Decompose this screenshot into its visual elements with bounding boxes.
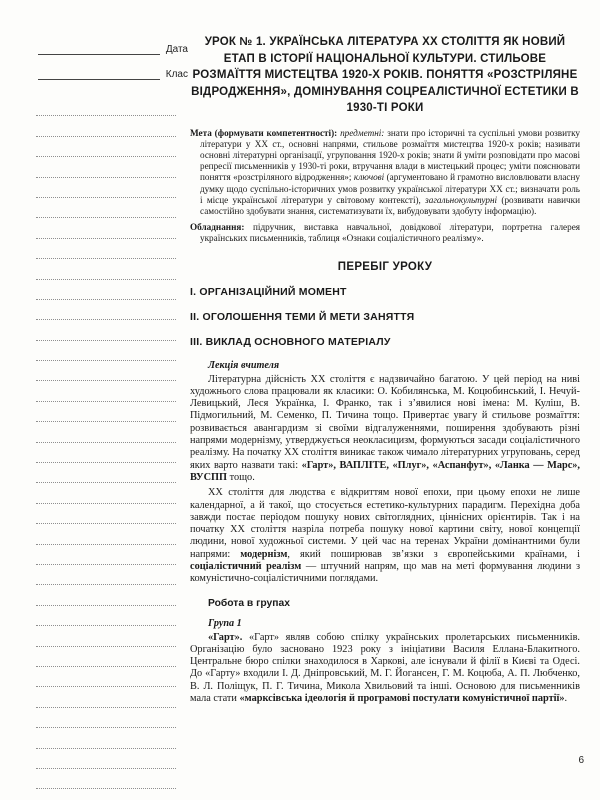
section-1-heading: І. ОРГАНІЗАЦІЙНИЙ МОМЕНТ	[190, 285, 347, 298]
p1-text: Літературна дійсність XX століття є надзвичайно багатою. У цей період на ниві художнього слова працювали як класики: О. Кобилянська, М. Коцюбинський, І. Нечуй-Левицький, Леся Українка, І. Франко, так і з’явилися нові імена: М. Куліш, В. Підмогильний, М. Семенко, П. Тичина тощо. Привертає увагу й стильове розмаїття: розвивається авангардизм зі своїми відгалуженнями, поширення здобувають різні напрями модернізму, утверджується неокласицизм, формуються засади соціалістичного реалізму. На початку XX століття виникає також чимало літературних угруповань, серед яких варто назвати такі:	[190, 373, 580, 471]
main-text-column	[190, 34, 580, 705]
margin-note-line	[36, 626, 176, 646]
margin-note-line	[36, 504, 176, 524]
write-in-fields	[38, 44, 188, 94]
p2-tail: — штучний напрям, що мав на меті формування людини з комуністично-соціалістичними поглядами.	[190, 560, 581, 585]
p3-text: «Гарт» являв собою спілку українських пролетарських письменників. Організацію було засновано 1923 року з ініціативи Василя Еллана-Блакитного. Центральне бюро спілки знаходилося в Харкові, але існували й філії в Києві та Одесі. До «Гарту» входили І. Д. Дніпровський, М. Г. Йогансен, Г. М. Коцюба, А. П. Любченко, В. Л. Поліщук, П. Г. Тичина, Микола Хвильовий та інші. Основою для письменників мала стати	[190, 631, 580, 705]
lesson-title: УРОК № 1. УКРАЇНСЬКА ЛІТЕРАТУРА XX СТОЛІТТЯ ЯК НОВИЙ ЕТАП В ІСТОРІЇ НАЦІОНАЛЬНОЇ КУЛЬТУРИ. СТИЛЬОВЕ РОЗМАЇТТЯ МИСТЕЦТВА 1920-Х РОКІВ. ПОНЯТТЯ «РОЗСТРІЛЯНЕ ВІДРОДЖЕННЯ», ДОМІНУВАННЯ СОЦРЕАЛІСТИЧНОЇ ЕСТЕТИКИ В 1930-ТІ РОКИ	[191, 36, 579, 114]
meta-label: Мета (формувати компетентності):	[190, 127, 338, 138]
p1-tail: тощо.	[227, 471, 255, 483]
p3-quote: «марксівська ідеологія й програмові постулати комуністичної партії»	[239, 693, 565, 705]
margin-note-line	[36, 769, 176, 789]
meta-zahalno-label: загальнокультурні	[425, 194, 498, 205]
margin-note-line	[36, 728, 176, 748]
meta-predmetni-text: знати про історичні та суспільні умови розвитку літератури у XX ст., основні напрями, стильове розмаїття мистецтва 1920-х років; називати основні літературні організації, угруповання 1920-х років; знати й уміти розповідати про масові репресії письменників у 1930-ті роки, втручання влади в мистецький процес; уміти пояснювати поняття «розстріляного відродження»;	[200, 127, 580, 183]
margin-note-line	[36, 381, 176, 401]
equipment-label: Обладнання:	[190, 222, 245, 233]
margin-note-line	[36, 157, 176, 177]
date-label: Дата	[165, 44, 188, 55]
class-label: Клас	[165, 69, 188, 80]
group-1-label: Група 1	[208, 617, 242, 629]
margin-note-line	[36, 708, 176, 728]
lecture-subheading: Лекція вчителя	[208, 359, 280, 371]
meta-predmetni-label: предметні:	[340, 127, 385, 138]
margin-note-line	[36, 443, 176, 463]
flow-heading: ПЕРЕБІГ УРОКУ	[337, 260, 433, 273]
margin-note-line	[36, 422, 176, 442]
section-3-heading: ІІІ. ВИКЛАД ОСНОВНОГО МАТЕРІАЛУ	[190, 335, 391, 348]
margin-note-line	[36, 198, 176, 218]
class-field	[38, 69, 188, 80]
margin-note-line	[36, 667, 176, 687]
p2-term-modernism: модернізм	[240, 548, 288, 560]
margin-note-line	[36, 259, 176, 279]
equipment-text: підручник, виставка навчальної, довідкової літератури, портретна галерея українських письменників, таблиця «Ознаки соціалістичного реалізму».	[200, 222, 581, 244]
p1-groups-list: «Гарт», ВАПЛІТЕ, «Плуг», «Аспанфут», «Ланка — Марс», ВУСПП	[190, 459, 581, 483]
lecture-paragraph-2	[190, 487, 580, 585]
margin-note-line	[36, 361, 176, 381]
margin-note-line	[36, 606, 176, 626]
margin-note-line	[36, 585, 176, 605]
margin-note-line	[36, 565, 176, 585]
margin-note-line	[36, 300, 176, 320]
margin-note-line	[36, 524, 176, 544]
page-number: 6	[578, 755, 584, 766]
margin-note-line	[36, 178, 176, 198]
margin-note-line	[36, 239, 176, 259]
margin-note-line	[36, 402, 176, 422]
p2-term-socrealism: соціалістичний реалізм	[190, 560, 302, 572]
margin-note-line	[36, 280, 176, 300]
margin-lines	[36, 96, 176, 789]
margin-note-line	[36, 545, 176, 565]
date-field	[38, 44, 188, 55]
margin-note-line	[36, 137, 176, 157]
p2-text-2: , який поширював зв’язки з європейськими країнами, і	[287, 548, 580, 560]
p3-lead: «Гарт».	[208, 631, 243, 643]
section-2-heading: ІІ. ОГОЛОШЕННЯ ТЕМИ Й МЕТИ ЗАНЯТТЯ	[190, 310, 415, 323]
margin-note-line	[36, 463, 176, 483]
meta-kliuchovi-label: ключові	[353, 172, 385, 183]
margin-note-line	[36, 687, 176, 707]
margin-note-line	[36, 116, 176, 136]
date-write-line	[38, 44, 160, 55]
margin-note-line	[36, 483, 176, 503]
meta-zahalno-text: (розвивати навички самостійно здобувати знання, систематизувати їх, вибудовувати здобуту інформацію).	[200, 194, 581, 216]
margin-note-line	[36, 341, 176, 361]
margin-note-line	[36, 218, 176, 238]
margin-note-line	[36, 647, 176, 667]
lecture-paragraph-1	[190, 374, 580, 485]
margin-note-line	[36, 749, 176, 769]
meta-paragraph	[190, 128, 580, 218]
equipment-paragraph	[190, 222, 580, 244]
group-work-heading: Робота в групах	[208, 597, 290, 609]
meta-kliuchovi-text: (аргументовано й грамотно висловлювати власну думку щодо суспільно-історичних умов розвитку української літератури XX ст.; визначати роль і місце української літератури у світовому контексті),	[200, 172, 581, 205]
class-write-line	[38, 69, 160, 80]
p3-tail: .	[564, 693, 568, 705]
margin-note-line	[36, 96, 176, 116]
margin-note-line	[36, 320, 176, 340]
group-1-paragraph	[190, 632, 580, 706]
p2-text: XX століття для людства є відкриттям нової епохи, при цьому епохи не лише календарної, а й такої, що стосується естетико-культурних парадигм. Перехідна доба завжди постає періодом пошуку нових світоглядних, ціннісних орієнтирів. Так і на початку XX століття назріла потреба пошуку нової картини світу, нової концепції людини, нової художньої системи. У цей час на теренах України домінантними були напрями:	[190, 487, 580, 560]
